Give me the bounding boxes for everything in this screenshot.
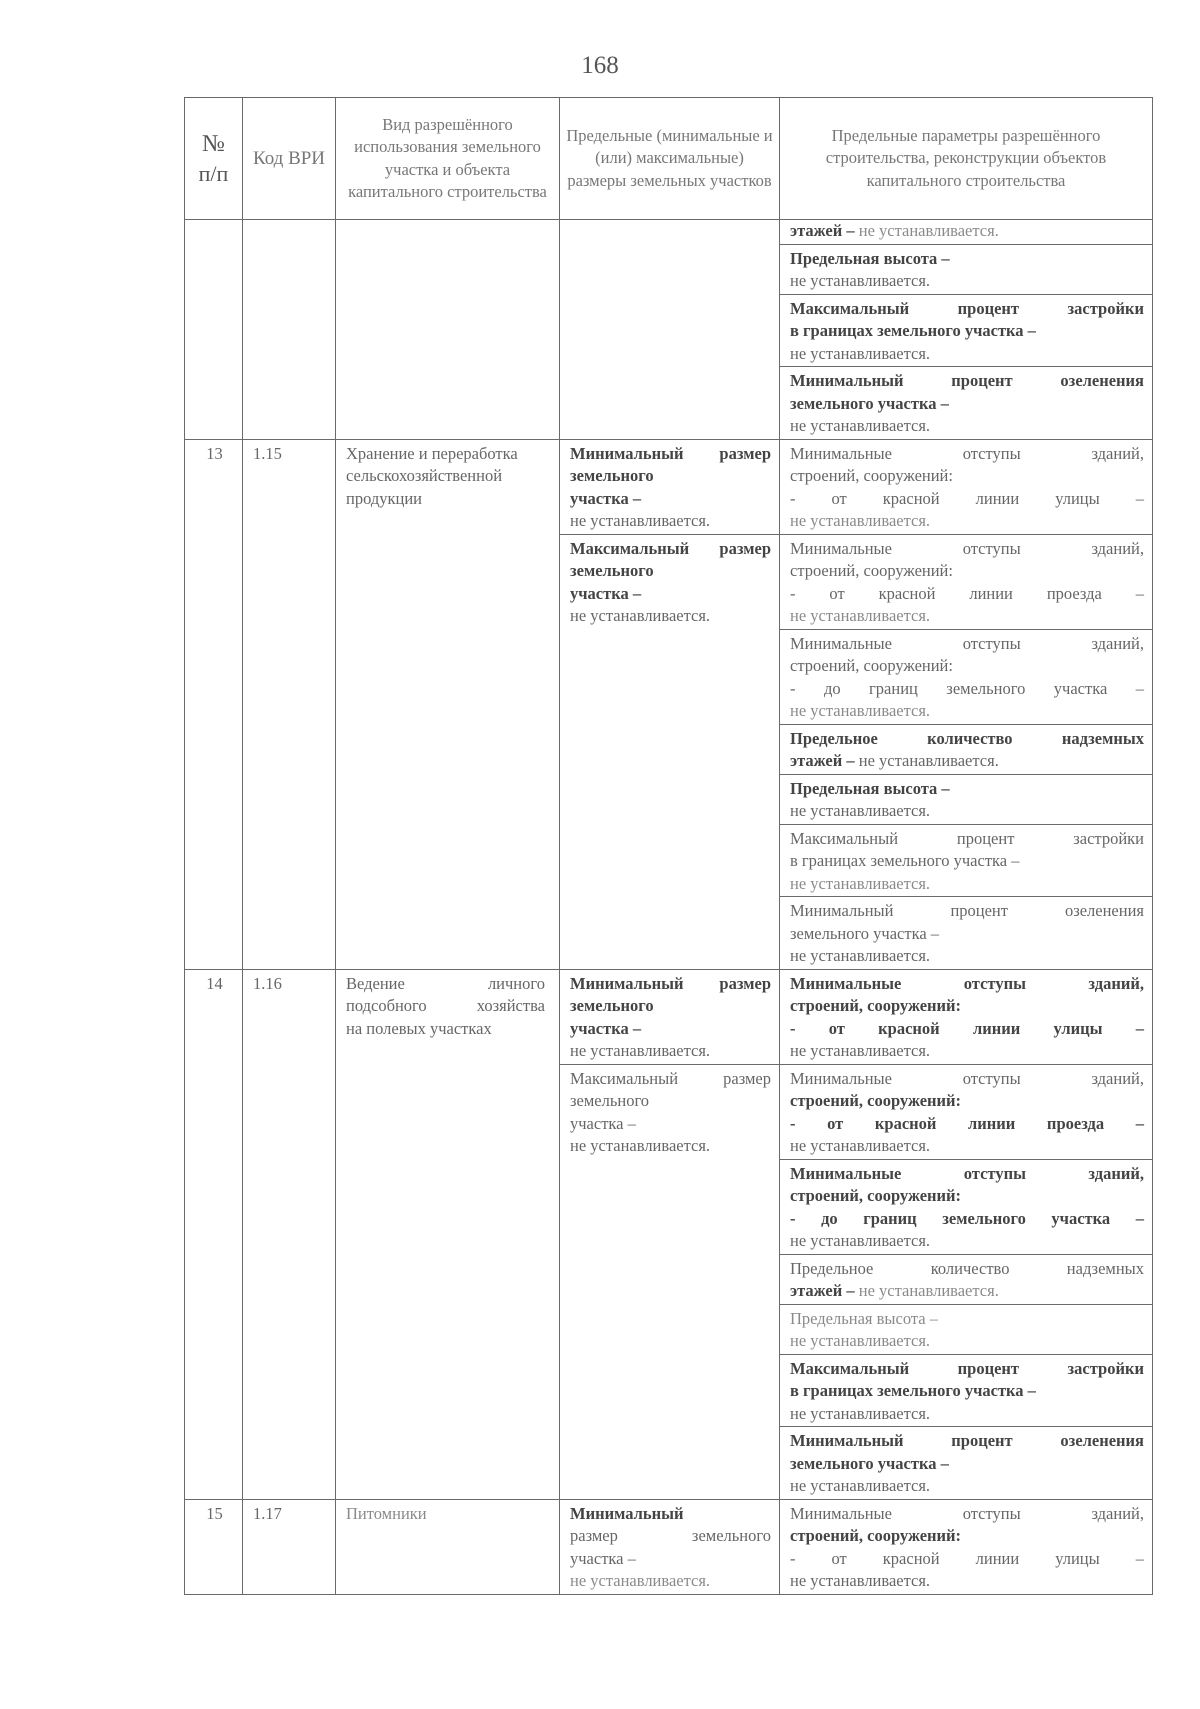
cell-code: 1.15	[243, 439, 336, 969]
param-height: Предельная высота – не устанавливается.	[780, 774, 1153, 824]
cell-number: 13	[185, 439, 243, 969]
cell-max-lot-size: Максимальный размер земельного участка – не устанавливается.	[560, 1064, 780, 1499]
cell-number: 15	[185, 1499, 243, 1594]
table-row	[185, 1499, 1153, 1594]
param-setback-lot-border: Минимальные отступы зданий, строений, сооружений: - до границ земельного участка – не устанавливается.	[780, 629, 1153, 724]
cell-use-kind: Ведение личного подсобного хозяйства на полевых участках	[336, 969, 560, 1499]
param-min-green-percent: Минимальный процент озеленения земельного участка – не устанавливается.	[780, 367, 1153, 440]
param-max-build-percent: Максимальный процент застройки в границах земельного участка – не устанавливается.	[780, 824, 1153, 897]
cell-min-lot-size: Минимальный размер земельного участка – не устанавливается.	[560, 969, 780, 1064]
cell-code: 1.17	[243, 1499, 336, 1594]
param-setback-street: Минимальные отступы зданий, строений, сооружений: - от красной линии улицы – не устанавливается.	[780, 969, 1153, 1064]
table-header-row	[185, 98, 1153, 220]
table-row	[185, 439, 1153, 534]
cell-code	[243, 220, 336, 440]
param-setback-street: Минимальные отступы зданий, строений, сооружений: - от красной линии улицы – не устанавливается.	[780, 1499, 1153, 1594]
cell-min-lot-size: Минимальный размер земельного участка – не устанавливается.	[560, 439, 780, 534]
cell-number: 14	[185, 969, 243, 1499]
cell-max-lot-size: Максимальный размер земельного участка – не устанавливается.	[560, 534, 780, 969]
param-setback-driveway: Минимальные отступы зданий, строений, сооружений: - от красной линии проезда – не устанавливается.	[780, 1064, 1153, 1159]
param-setback-driveway: Минимальные отступы зданий, строений, сооружений: - от красной линии проезда – не устанавливается.	[780, 534, 1153, 629]
param-max-build-percent: Максимальный процент застройки в границах земельного участка – не устанавливается.	[780, 1354, 1153, 1427]
cell-lot-sizes	[560, 220, 780, 440]
cell-code: 1.16	[243, 969, 336, 1499]
header-use-kind: Вид разрешённого использования земельного участка и объекта капитального строительства	[336, 98, 560, 220]
header-number: № п/п	[185, 98, 243, 220]
header-code: Код ВРИ	[243, 98, 336, 220]
cell-number	[185, 220, 243, 440]
param-min-green-percent: Минимальный процент озеленения земельного участка – не устанавливается.	[780, 897, 1153, 970]
land-use-regulations-table	[184, 97, 1153, 1595]
page-number: 168	[581, 52, 619, 79]
cell-use-kind: Хранение и переработка сельскохозяйственной продукции	[336, 439, 560, 969]
param-height: Предельная высота – не устанавливается.	[780, 244, 1153, 294]
table-row	[185, 969, 1153, 1064]
header-construction-params: Предельные параметры разрешённого строительства, реконструкции объектов капитального строительства	[780, 98, 1153, 220]
param-min-green-percent: Минимальный процент озеленения земельного участка – не устанавливается.	[780, 1427, 1153, 1500]
param-setback-street: Минимальные отступы зданий, строений, сооружений: - от красной линии улицы – не устанавливается.	[780, 439, 1153, 534]
param-floors-tail: этажей – не устанавливается.	[780, 220, 1153, 245]
cell-use-kind: Питомники	[336, 1499, 560, 1594]
param-floors: Предельное количество надземных этажей – не устанавливается.	[780, 1254, 1153, 1304]
param-setback-lot-border: Минимальные отступы зданий, строений, сооружений: - до границ земельного участка – не устанавливается.	[780, 1159, 1153, 1254]
table-row-continuation	[185, 220, 1153, 245]
header-lot-sizes: Предельные (минимальные и (или) максимальные) размеры земельных участков	[560, 98, 780, 220]
cell-min-lot-size: Минимальный размер земельного участка – не устанавливается.	[560, 1499, 780, 1594]
cell-use-kind	[336, 220, 560, 440]
param-height: Предельная высота – не устанавливается.	[780, 1304, 1153, 1354]
param-max-build-percent: Максимальный процент застройки в границах земельного участка – не устанавливается.	[780, 294, 1153, 367]
param-floors: Предельное количество надземных этажей – не устанавливается.	[780, 724, 1153, 774]
